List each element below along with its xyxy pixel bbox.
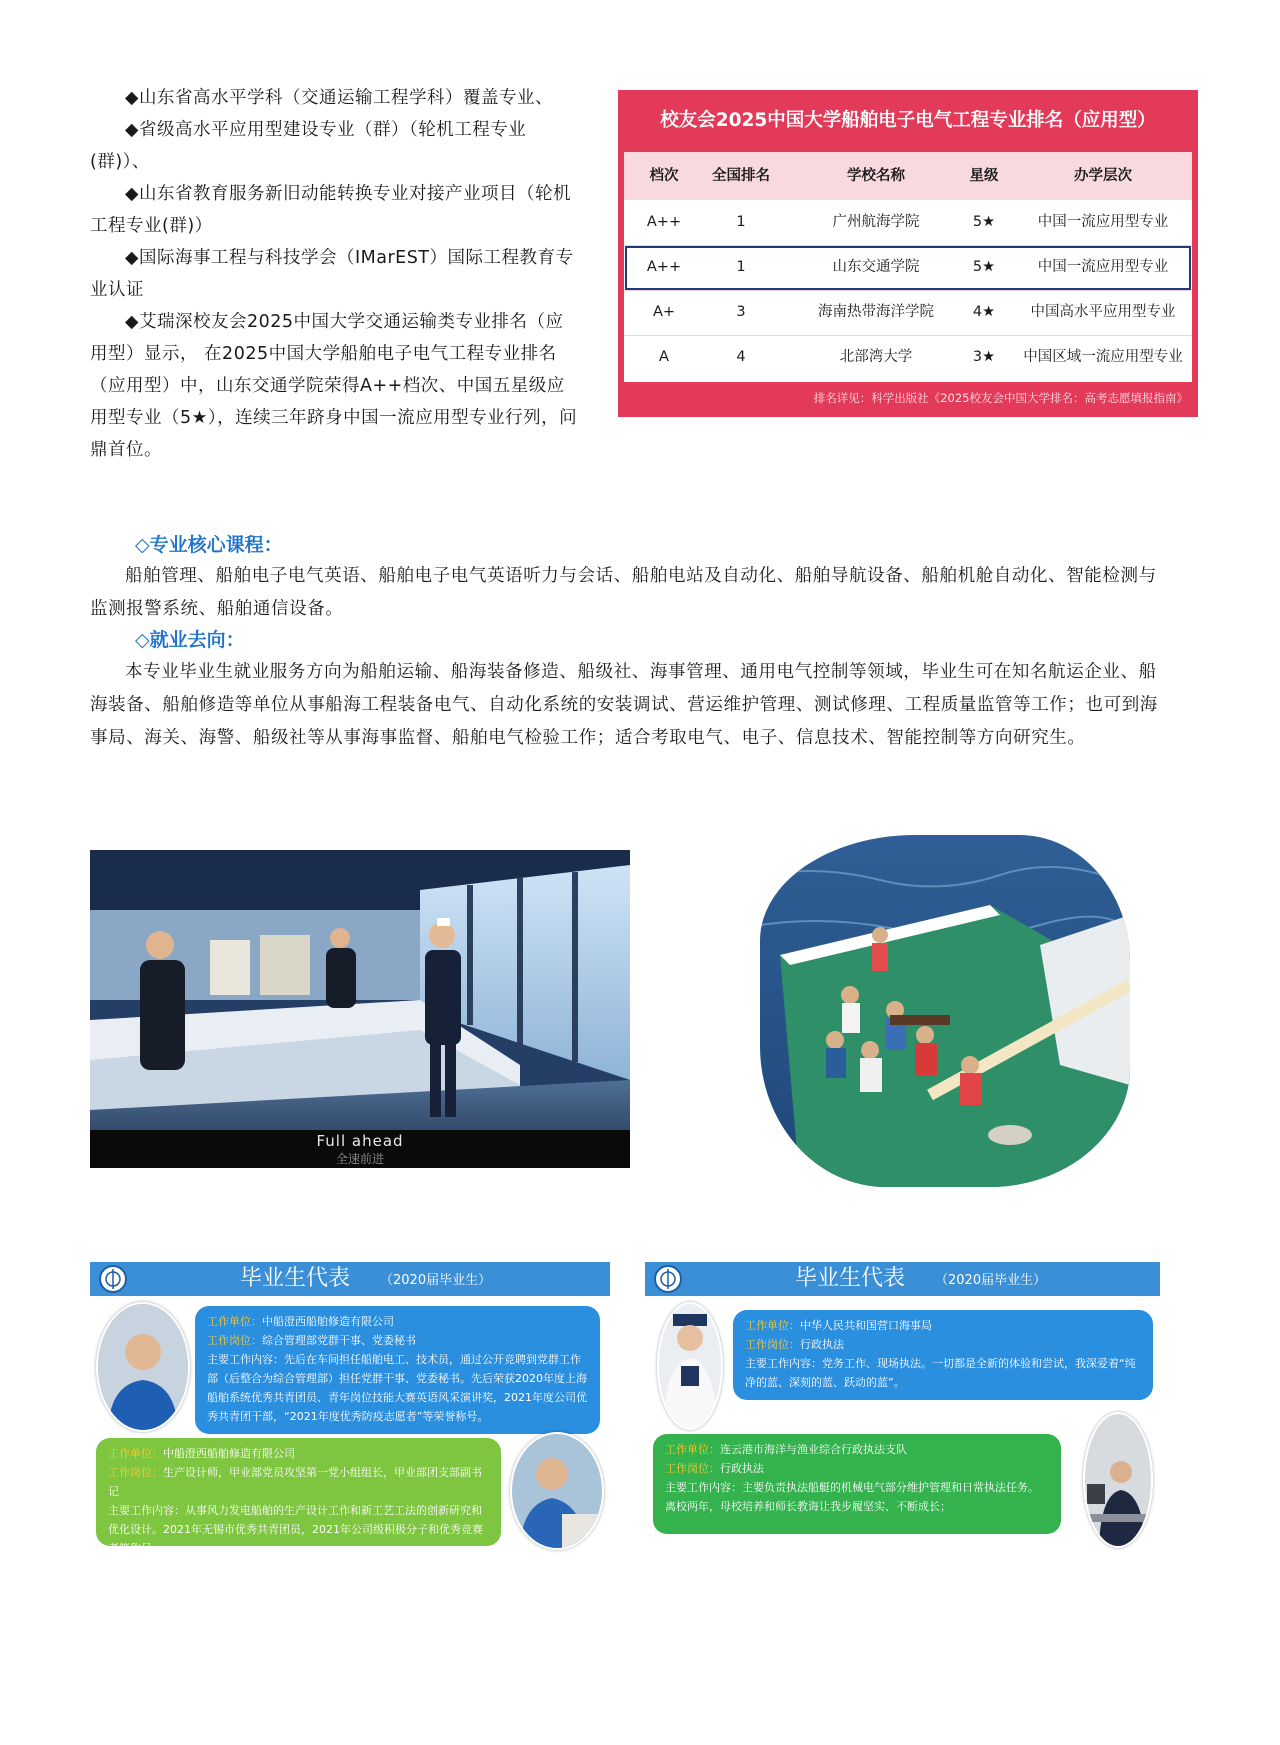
core-courses-heading: ◇专业核心课程： — [135, 534, 283, 556]
bridge-illustration — [90, 850, 630, 1168]
cell-stars: 5★ — [972, 259, 996, 275]
deck-illustration — [760, 835, 1130, 1187]
cell-tier: A — [659, 349, 669, 365]
ranking-table — [618, 90, 1198, 417]
header-level: 办学层次 — [1074, 168, 1132, 184]
employer-label: 工作单位： — [745, 1319, 800, 1332]
work-info-card — [195, 1306, 600, 1434]
work-description: 主要工作内容：从事风力发电船舶的生产设计工作和新工艺工法的创新研究和优化设计。2021年无锡市优秀共青团员，2021年公司级积极分子和优秀竞赛者等称号。 — [108, 1504, 483, 1555]
employer-value: 中船澄西船舶修造有限公司 — [262, 1315, 394, 1328]
panel-subtitle: （2020届毕业生） — [380, 1273, 492, 1288]
portrait-illustration — [512, 1434, 602, 1548]
graduate-panel-2 — [645, 1262, 1165, 1552]
header-school: 学校名称 — [847, 168, 905, 184]
cell-school: 海南热带海洋学院 — [818, 304, 934, 320]
cell-stars: 3★ — [972, 349, 996, 365]
ranking-source-note: 排名详见：科学出版社《2025校友会中国大学排名：高考志愿填报指南》 — [813, 391, 1188, 405]
cell-rank: 3 — [736, 304, 746, 320]
graduate-photo — [510, 1432, 604, 1550]
school-emblem-icon — [98, 1264, 128, 1294]
graduate-photo — [1083, 1412, 1153, 1548]
employer-label: 工作单位： — [207, 1315, 262, 1328]
portrait-illustration — [659, 1304, 721, 1428]
cell-level: 中国一流应用型专业 — [1037, 259, 1169, 275]
cell-rank: 1 — [736, 214, 746, 230]
cell-tier: A++ — [646, 214, 682, 230]
employer-label: 工作单位： — [108, 1447, 163, 1460]
work-description: 主要工作内容：先后在车间担任船舶电工、技术员，通过公开竞聘到党群工作部（后整合为综合管理部）担任党群干事、党委秘书。先后荣获2020年度上海船舶系统优秀共青团员、青年岗位技能大赛英语风采演讲奖，2021年度公司优秀共青团干部，“2021年度优秀防疫志愿者”等荣誉称号。 — [207, 1353, 587, 1423]
cell-school: 广州航海学院 — [832, 214, 920, 230]
career-heading: ◇就业去向： — [135, 629, 245, 651]
deck-photo — [760, 835, 1130, 1187]
honor-item: ◆山东省教育服务新旧动能转换专业对接产业项目（轮机工程专业(群)） — [90, 184, 571, 236]
honor-item: ◆山东省高水平学科（交通运输工程学科）覆盖专业、 — [125, 88, 553, 108]
position-value: 行政执法 — [720, 1462, 764, 1475]
cell-level: 中国高水平应用型专业 — [1030, 304, 1176, 320]
panel-title: 毕业生代表 — [795, 1266, 906, 1291]
cell-stars: 4★ — [972, 304, 996, 320]
position-label: 工作岗位： — [745, 1338, 800, 1351]
photo-caption-en: Full ahead — [316, 1132, 404, 1150]
position-value: 生产设计师，甲业部党员攻坚第一党小组组长，甲业部团支部副书记 — [108, 1466, 482, 1498]
panel-title: 毕业生代表 — [240, 1266, 351, 1291]
position-label: 工作岗位： — [665, 1462, 720, 1475]
cell-stars: 5★ — [972, 214, 996, 230]
header-national-rank: 全国排名 — [712, 168, 770, 184]
panel-subtitle: （2020届毕业生） — [935, 1273, 1047, 1288]
graduate-panel-1 — [90, 1262, 610, 1555]
ranking-header-row — [624, 152, 1192, 200]
cell-level: 中国区域一流应用型专业 — [1023, 349, 1183, 365]
ranking-body — [624, 200, 1192, 382]
position-value: 行政执法 — [800, 1338, 844, 1351]
table-row — [624, 200, 1192, 246]
cell-rank: 1 — [736, 259, 746, 275]
cell-school: 山东交通学院 — [832, 259, 920, 275]
honors-list — [90, 82, 580, 466]
position-value: 综合管理部党群干事、党委秘书 — [262, 1334, 416, 1347]
cell-school: 北部湾大学 — [839, 349, 913, 365]
employer-value: 连云港市海洋与渔业综合行政执法支队 — [720, 1443, 907, 1456]
photo-caption-zh: 全速前进 — [335, 1152, 384, 1166]
work-description: 主要工作内容：主要负责执法船艇的机械电气部分维护管理和日常执法任务。离校两年，母校培养和师长教诲让我步履坚实、不断成长； — [665, 1481, 1039, 1513]
school-emblem-icon — [653, 1264, 683, 1294]
employer-value: 中船澄西船舶修造有限公司 — [163, 1447, 295, 1460]
employer-value: 中华人民共和国营口海事局 — [800, 1319, 932, 1332]
cell-level: 中国一流应用型专业 — [1037, 214, 1169, 230]
work-info-card — [96, 1438, 501, 1555]
graduate-photo — [657, 1302, 723, 1430]
bridge-photo — [90, 850, 630, 1168]
career-text: 本专业毕业生就业服务方向为船舶运输、船海装备修造、船级社、海事管理、通用电气控制等领域，毕业生可在知名航运企业、船海装备、船舶修造等单位从事船海工程装备电气、自动化系统的安装调试、营运维护管理、测试修理、工程质量监管等工作；也可到海事局、海关、海警、船级社等从事海事监督、船舶电气检验工作；适合考取电气、电子、信息技术、智能控制等方向研究生。 — [90, 662, 1158, 748]
employer-label: 工作单位： — [665, 1443, 720, 1456]
portrait-illustration — [1085, 1414, 1151, 1546]
portrait-illustration — [98, 1304, 188, 1430]
work-description: 主要工作内容：党务工作、现场执法。一切都是全新的体验和尝试，我深爱着“纯净的蓝、深刻的蓝、跃动的蓝”。 — [745, 1357, 1136, 1389]
work-info-card — [653, 1434, 1061, 1534]
work-info-card — [733, 1310, 1153, 1400]
cell-tier: A+ — [652, 304, 676, 320]
table-row — [624, 290, 1192, 336]
honor-item: ◆艾瑞深校友会2025中国大学交通运输类专业排名（应用型）显示， 在2025中国大学船舶电子电气工程专业排名（应用型）中，山东交通学院荣得A++档次、中国五星级应用型专业（5★），连续三年跻身中国一流应用型专业行列，问鼎首位。 — [90, 312, 578, 460]
panel-header-bar — [645, 1262, 1160, 1296]
cell-rank: 4 — [736, 349, 746, 365]
table-row — [624, 335, 1192, 380]
header-stars: 星级 — [969, 168, 999, 184]
cell-tier: A++ — [646, 259, 682, 275]
position-label: 工作岗位： — [108, 1466, 163, 1479]
honor-item: ◆国际海事工程与科技学会（IMarEST）国际工程教育专业认证 — [90, 248, 574, 300]
honor-item: ◆省级高水平应用型建设专业（群）（轮机工程专业(群)）、 — [90, 120, 527, 172]
graduate-photo — [96, 1302, 190, 1432]
ranking-title: 校友会2025中国大学船舶电子电气工程专业排名（应用型） — [660, 110, 1156, 131]
header-tier: 档次 — [649, 168, 679, 184]
table-row-highlighted — [624, 245, 1192, 291]
position-label: 工作岗位： — [207, 1334, 262, 1347]
panel-header-bar — [90, 1262, 610, 1296]
core-courses-text: 船舶管理、船舶电子电气英语、船舶电子电气英语听力与会话、船舶电站及自动化、船舶导航设备、船舶机舱自动化、智能检测与监测报警系统、船舶通信设备。 — [90, 566, 1157, 619]
